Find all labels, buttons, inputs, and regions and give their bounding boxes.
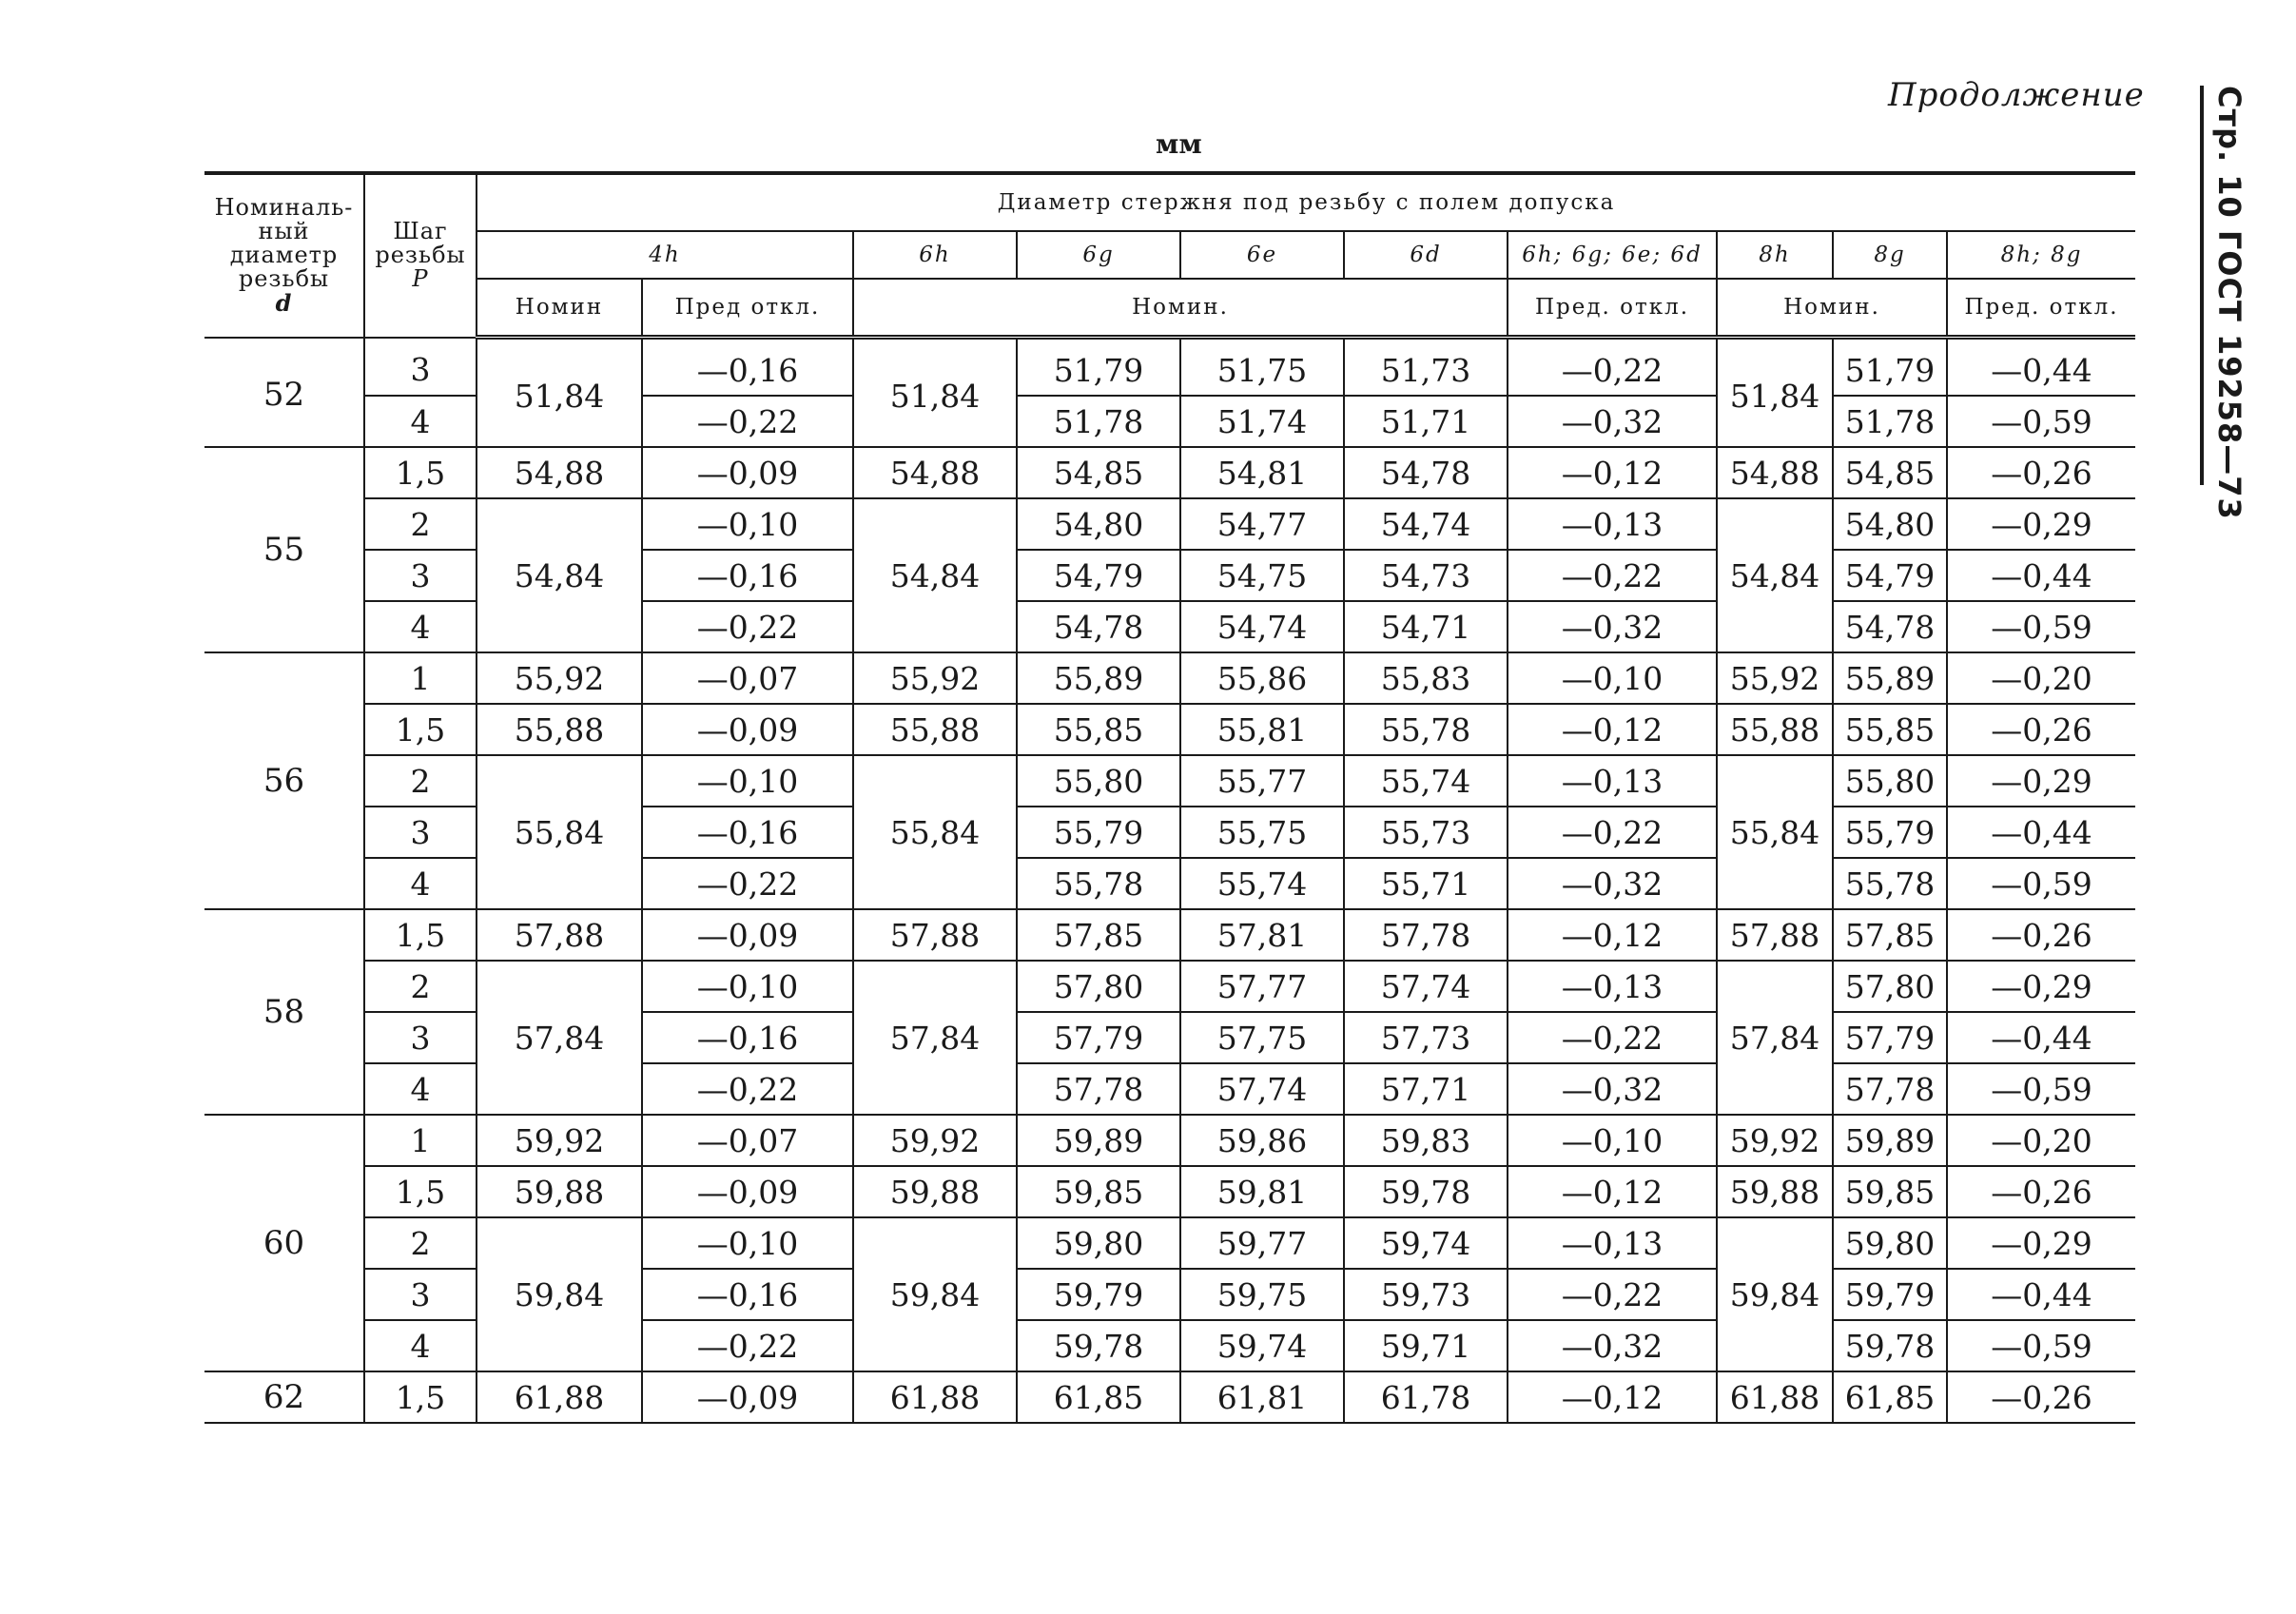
dev-4h-cell: —0,07: [642, 652, 853, 704]
table-row: [204, 1371, 2135, 1423]
nom-8g-cell: 61,85: [1833, 1371, 1947, 1423]
thread-diameter-table: [204, 171, 2135, 1424]
nom-6e-cell: 55,81: [1180, 704, 1344, 755]
nom-6h-cell: 54,84: [853, 498, 1017, 652]
nom-6d-cell: 59,83: [1344, 1115, 1508, 1166]
header-nominal-diameter: [204, 173, 364, 338]
nom-4h-cell: 57,88: [477, 909, 642, 961]
nom-6e-cell: 59,74: [1180, 1320, 1344, 1371]
nom-6h-cell: 55,92: [853, 652, 1017, 704]
nom-6g-cell: 59,78: [1017, 1320, 1180, 1371]
nom-6g-cell: 54,80: [1017, 498, 1180, 550]
nom-6e-cell: 61,81: [1180, 1371, 1344, 1423]
header-tol-6e: 6e: [1180, 231, 1344, 279]
dev-4h-cell: —0,22: [642, 396, 853, 447]
header-dev-4h: Пред откл.: [642, 279, 853, 338]
dev-6-cell: —0,22: [1508, 550, 1717, 601]
dev-8-cell: —0,44: [1947, 1012, 2135, 1063]
dev-8-cell: —0,26: [1947, 1371, 2135, 1423]
nom-4h-cell: 59,88: [477, 1166, 642, 1217]
dev-4h-cell: —0,16: [642, 1012, 853, 1063]
nom-6g-cell: 55,89: [1017, 652, 1180, 704]
nom-8g-cell: 59,89: [1833, 1115, 1947, 1166]
dev-6-cell: —0,13: [1508, 1217, 1717, 1269]
nom-6d-cell: 54,78: [1344, 447, 1508, 498]
nom-6d-cell: 51,73: [1344, 338, 1508, 397]
dev-4h-cell: —0,09: [642, 447, 853, 498]
table-row: [204, 447, 2135, 498]
nom-8g-cell: 54,78: [1833, 601, 1947, 652]
header-tol-8h: 8h: [1717, 231, 1833, 279]
dev-6-cell: —0,13: [1508, 498, 1717, 550]
table-row: [204, 1217, 2135, 1269]
nom-6g-cell: 55,80: [1017, 755, 1180, 807]
nom-4h-cell: 54,88: [477, 447, 642, 498]
nom-6e-cell: 51,75: [1180, 338, 1344, 397]
nom-6h-cell: 55,88: [853, 704, 1017, 755]
dev-8-cell: —0,26: [1947, 909, 2135, 961]
pitch-cell: 3: [364, 1012, 477, 1063]
dev-8-cell: —0,59: [1947, 1063, 2135, 1115]
nom-8h-cell: 57,84: [1717, 961, 1833, 1115]
pitch-cell: 1,5: [364, 447, 477, 498]
nom-8g-cell: 55,79: [1833, 807, 1947, 858]
table-row: [204, 909, 2135, 961]
dev-4h-cell: —0,07: [642, 1115, 853, 1166]
nom-6h-cell: 51,84: [853, 338, 1017, 448]
table-row: [204, 961, 2135, 1012]
nom-6e-cell: 57,81: [1180, 909, 1344, 961]
nom-8g-cell: 57,79: [1833, 1012, 1947, 1063]
nom-6e-cell: 59,77: [1180, 1217, 1344, 1269]
nom-8g-cell: 51,78: [1833, 396, 1947, 447]
table-row: [204, 338, 2135, 397]
header-tol-6h: 6h: [853, 231, 1017, 279]
dev-4h-cell: —0,10: [642, 755, 853, 807]
dev-6-cell: —0,32: [1508, 396, 1717, 447]
nom-6d-cell: 61,78: [1344, 1371, 1508, 1423]
dev-4h-cell: —0,16: [642, 1269, 853, 1320]
nom-6g-cell: 55,79: [1017, 807, 1180, 858]
dev-8-cell: —0,59: [1947, 858, 2135, 909]
nom-6g-cell: 54,78: [1017, 601, 1180, 652]
nom-8h-cell: 51,84: [1717, 338, 1833, 448]
nom-6e-cell: 51,74: [1180, 396, 1344, 447]
nom-4h-cell: 54,84: [477, 498, 642, 652]
header-nominal-line3: диаметр: [229, 241, 339, 268]
dev-6-cell: —0,10: [1508, 1115, 1717, 1166]
pitch-cell: 4: [364, 601, 477, 652]
nom-6g-cell: 57,78: [1017, 1063, 1180, 1115]
table-row: [204, 704, 2135, 755]
nom-4h-cell: 55,84: [477, 755, 642, 909]
nom-6g-cell: 59,85: [1017, 1166, 1180, 1217]
dev-6-cell: —0,10: [1508, 652, 1717, 704]
nom-6h-cell: 54,88: [853, 447, 1017, 498]
table-row: [204, 755, 2135, 807]
dev-6-cell: —0,22: [1508, 338, 1717, 397]
nom-6e-cell: 55,86: [1180, 652, 1344, 704]
pitch-cell: 4: [364, 396, 477, 447]
nom-6d-cell: 55,78: [1344, 704, 1508, 755]
dev-4h-cell: —0,16: [642, 338, 853, 397]
nom-6e-cell: 55,75: [1180, 807, 1344, 858]
dev-4h-cell: —0,22: [642, 858, 853, 909]
table-row: [204, 498, 2135, 550]
dev-6-cell: —0,12: [1508, 909, 1717, 961]
pitch-cell: 4: [364, 858, 477, 909]
nom-6d-cell: 55,71: [1344, 858, 1508, 909]
dev-8-cell: —0,26: [1947, 1166, 2135, 1217]
header-tol-6-combined: 6h; 6g; 6e; 6d: [1508, 231, 1717, 279]
nom-6e-cell: 54,75: [1180, 550, 1344, 601]
continuation-label: Продолжение: [1888, 76, 2145, 114]
dev-8-cell: —0,29: [1947, 1217, 2135, 1269]
nom-6e-cell: 59,75: [1180, 1269, 1344, 1320]
units-label: мм: [1156, 128, 1202, 160]
header-pitch-line2: резьбы: [375, 242, 466, 269]
nom-6e-cell: 57,74: [1180, 1063, 1344, 1115]
dev-8-cell: —0,44: [1947, 338, 2135, 397]
pitch-cell: 3: [364, 807, 477, 858]
nom-6d-cell: 57,71: [1344, 1063, 1508, 1115]
table-row: [204, 1115, 2135, 1166]
nom-8g-cell: 54,85: [1833, 447, 1947, 498]
nom-6e-cell: 57,75: [1180, 1012, 1344, 1063]
nom-6g-cell: 54,79: [1017, 550, 1180, 601]
dev-4h-cell: —0,16: [642, 807, 853, 858]
dev-4h-cell: —0,10: [642, 961, 853, 1012]
dev-6-cell: —0,22: [1508, 807, 1717, 858]
header-nom-4h: Номин: [477, 279, 642, 338]
nom-6g-cell: 54,85: [1017, 447, 1180, 498]
nom-6e-cell: 55,77: [1180, 755, 1344, 807]
nom-6h-cell: 57,84: [853, 961, 1017, 1115]
nom-6g-cell: 51,78: [1017, 396, 1180, 447]
nom-6g-cell: 59,80: [1017, 1217, 1180, 1269]
nom-6e-cell: 59,86: [1180, 1115, 1344, 1166]
nom-6e-cell: 54,74: [1180, 601, 1344, 652]
nom-6g-cell: 57,85: [1017, 909, 1180, 961]
nom-8g-cell: 55,78: [1833, 858, 1947, 909]
nom-8g-cell: 51,79: [1833, 338, 1947, 397]
nom-6h-cell: 59,88: [853, 1166, 1017, 1217]
header-group-title: Диаметр стержня под резьбу с полем допуска: [477, 173, 2135, 231]
pitch-cell: 2: [364, 755, 477, 807]
dev-6-cell: —0,32: [1508, 1320, 1717, 1371]
nom-6d-cell: 55,73: [1344, 807, 1508, 858]
pitch-cell: 1: [364, 652, 477, 704]
nom-6g-cell: 59,79: [1017, 1269, 1180, 1320]
nom-8g-cell: 55,80: [1833, 755, 1947, 807]
header-pitch-symbol: P: [412, 265, 429, 293]
header-tol-6g: 6g: [1017, 231, 1180, 279]
nom-8g-cell: 57,78: [1833, 1063, 1947, 1115]
pitch-cell: 2: [364, 1217, 477, 1269]
nom-6h-cell: 57,88: [853, 909, 1017, 961]
dev-8-cell: —0,29: [1947, 961, 2135, 1012]
nom-8g-cell: 57,85: [1833, 909, 1947, 961]
dev-8-cell: —0,20: [1947, 652, 2135, 704]
nom-6e-cell: 55,74: [1180, 858, 1344, 909]
nom-6d-cell: 57,74: [1344, 961, 1508, 1012]
nominal-diameter-cell: 55: [204, 447, 364, 652]
dev-4h-cell: —0,09: [642, 1371, 853, 1423]
side-header-text: Стр. 10 ГОСТ 19258—73: [2211, 86, 2247, 520]
nominal-diameter-cell: 52: [204, 338, 364, 448]
pitch-cell: 1,5: [364, 1166, 477, 1217]
nom-6d-cell: 57,73: [1344, 1012, 1508, 1063]
nom-6e-cell: 54,81: [1180, 447, 1344, 498]
nom-8h-cell: 59,92: [1717, 1115, 1833, 1166]
dev-4h-cell: —0,10: [642, 1217, 853, 1269]
nom-8g-cell: 57,80: [1833, 961, 1947, 1012]
pitch-cell: 1,5: [364, 909, 477, 961]
pitch-cell: 2: [364, 961, 477, 1012]
dev-8-cell: —0,44: [1947, 1269, 2135, 1320]
dev-4h-cell: —0,10: [642, 498, 853, 550]
dev-8-cell: —0,59: [1947, 601, 2135, 652]
header-nom-8: Номин.: [1717, 279, 1947, 338]
nom-8g-cell: 59,80: [1833, 1217, 1947, 1269]
dev-6-cell: —0,12: [1508, 447, 1717, 498]
dev-4h-cell: —0,09: [642, 1166, 853, 1217]
dev-6-cell: —0,13: [1508, 961, 1717, 1012]
header-nom-group: Номин.: [853, 279, 1508, 338]
dev-6-cell: —0,12: [1508, 1371, 1717, 1423]
nom-6g-cell: 55,78: [1017, 858, 1180, 909]
nom-6d-cell: 54,71: [1344, 601, 1508, 652]
dev-8-cell: —0,44: [1947, 807, 2135, 858]
nom-8h-cell: 55,84: [1717, 755, 1833, 909]
nom-6d-cell: 55,83: [1344, 652, 1508, 704]
nom-8g-cell: 59,85: [1833, 1166, 1947, 1217]
nom-6d-cell: 54,73: [1344, 550, 1508, 601]
nominal-diameter-cell: 60: [204, 1115, 364, 1371]
pitch-cell: 3: [364, 338, 477, 397]
nom-8g-cell: 59,79: [1833, 1269, 1947, 1320]
nom-4h-cell: 59,92: [477, 1115, 642, 1166]
dev-4h-cell: —0,22: [642, 1320, 853, 1371]
dev-8-cell: —0,59: [1947, 396, 2135, 447]
dev-4h-cell: —0,09: [642, 909, 853, 961]
nom-4h-cell: 61,88: [477, 1371, 642, 1423]
nom-6d-cell: 57,78: [1344, 909, 1508, 961]
table-body: [204, 338, 2135, 1424]
nom-6h-cell: 55,84: [853, 755, 1017, 909]
nom-6h-cell: 59,84: [853, 1217, 1017, 1371]
dev-4h-cell: —0,16: [642, 550, 853, 601]
pitch-cell: 2: [364, 498, 477, 550]
dev-8-cell: —0,20: [1947, 1115, 2135, 1166]
nom-6e-cell: 57,77: [1180, 961, 1344, 1012]
nom-8h-cell: 59,84: [1717, 1217, 1833, 1371]
header-nominal-line1: Номиналь-: [214, 193, 354, 221]
dev-8-cell: —0,26: [1947, 704, 2135, 755]
header-tol-4h: 4h: [477, 231, 853, 279]
dev-6-cell: —0,13: [1508, 755, 1717, 807]
nom-8g-cell: 54,80: [1833, 498, 1947, 550]
nom-6d-cell: 59,74: [1344, 1217, 1508, 1269]
nom-8g-cell: 59,78: [1833, 1320, 1947, 1371]
side-rule: [2200, 86, 2204, 485]
dev-6-cell: —0,12: [1508, 1166, 1717, 1217]
nom-6g-cell: 59,89: [1017, 1115, 1180, 1166]
nom-6e-cell: 59,81: [1180, 1166, 1344, 1217]
pitch-cell: 1,5: [364, 704, 477, 755]
nom-6d-cell: 59,78: [1344, 1166, 1508, 1217]
nom-6d-cell: 59,73: [1344, 1269, 1508, 1320]
pitch-cell: 1,5: [364, 1371, 477, 1423]
table-row: [204, 1166, 2135, 1217]
header-tol-8g: 8g: [1833, 231, 1947, 279]
header-tol-6d: 6d: [1344, 231, 1508, 279]
pitch-cell: 3: [364, 1269, 477, 1320]
nom-6h-cell: 59,92: [853, 1115, 1017, 1166]
nom-6g-cell: 55,85: [1017, 704, 1180, 755]
nom-8h-cell: 55,92: [1717, 652, 1833, 704]
pitch-cell: 4: [364, 1063, 477, 1115]
nom-4h-cell: 55,92: [477, 652, 642, 704]
dev-8-cell: —0,29: [1947, 755, 2135, 807]
nom-8h-cell: 54,84: [1717, 498, 1833, 652]
nom-4h-cell: 55,88: [477, 704, 642, 755]
header-dev-6: Пред. откл.: [1508, 279, 1717, 338]
nom-6d-cell: 51,71: [1344, 396, 1508, 447]
table-header: [204, 173, 2135, 338]
nom-6h-cell: 61,88: [853, 1371, 1017, 1423]
header-pitch: [364, 173, 477, 338]
nom-6g-cell: 61,85: [1017, 1371, 1180, 1423]
table-row: [204, 652, 2135, 704]
header-tol-8-combined: 8h; 8g: [1947, 231, 2135, 279]
dev-6-cell: —0,22: [1508, 1012, 1717, 1063]
nom-6d-cell: 59,71: [1344, 1320, 1508, 1371]
dev-6-cell: —0,32: [1508, 601, 1717, 652]
nom-8h-cell: 59,88: [1717, 1166, 1833, 1217]
nom-6d-cell: 54,74: [1344, 498, 1508, 550]
side-running-header: [2211, 86, 2278, 520]
nom-8h-cell: 61,88: [1717, 1371, 1833, 1423]
pitch-cell: 4: [364, 1320, 477, 1371]
dev-4h-cell: —0,09: [642, 704, 853, 755]
nom-8h-cell: 57,88: [1717, 909, 1833, 961]
nominal-diameter-cell: 62: [204, 1371, 364, 1423]
nom-6e-cell: 54,77: [1180, 498, 1344, 550]
header-nominal-symbol: d: [275, 288, 293, 317]
nom-6g-cell: 57,80: [1017, 961, 1180, 1012]
header-pitch-line1: Шаг: [393, 218, 448, 245]
dev-6-cell: —0,32: [1508, 858, 1717, 909]
nom-4h-cell: 51,84: [477, 338, 642, 448]
nom-8g-cell: 55,89: [1833, 652, 1947, 704]
dev-8-cell: —0,59: [1947, 1320, 2135, 1371]
header-nominal-line4: резьбы: [238, 264, 330, 292]
dev-8-cell: —0,44: [1947, 550, 2135, 601]
nom-6d-cell: 55,74: [1344, 755, 1508, 807]
dev-8-cell: —0,29: [1947, 498, 2135, 550]
dev-4h-cell: —0,22: [642, 601, 853, 652]
header-dev-8: Пред. откл.: [1947, 279, 2135, 338]
dev-6-cell: —0,12: [1508, 704, 1717, 755]
nom-6g-cell: 51,79: [1017, 338, 1180, 397]
nominal-diameter-cell: 56: [204, 652, 364, 909]
nom-6g-cell: 57,79: [1017, 1012, 1180, 1063]
nom-8h-cell: 55,88: [1717, 704, 1833, 755]
nominal-diameter-cell: 58: [204, 909, 364, 1115]
pitch-cell: 3: [364, 550, 477, 601]
pitch-cell: 1: [364, 1115, 477, 1166]
nom-4h-cell: 59,84: [477, 1217, 642, 1371]
dev-4h-cell: —0,22: [642, 1063, 853, 1115]
nom-8h-cell: 54,88: [1717, 447, 1833, 498]
nom-8g-cell: 54,79: [1833, 550, 1947, 601]
dev-6-cell: —0,32: [1508, 1063, 1717, 1115]
nom-8g-cell: 55,85: [1833, 704, 1947, 755]
dev-6-cell: —0,22: [1508, 1269, 1717, 1320]
nom-4h-cell: 57,84: [477, 961, 642, 1115]
header-nominal-line2: ный: [258, 217, 310, 244]
dev-8-cell: —0,26: [1947, 447, 2135, 498]
